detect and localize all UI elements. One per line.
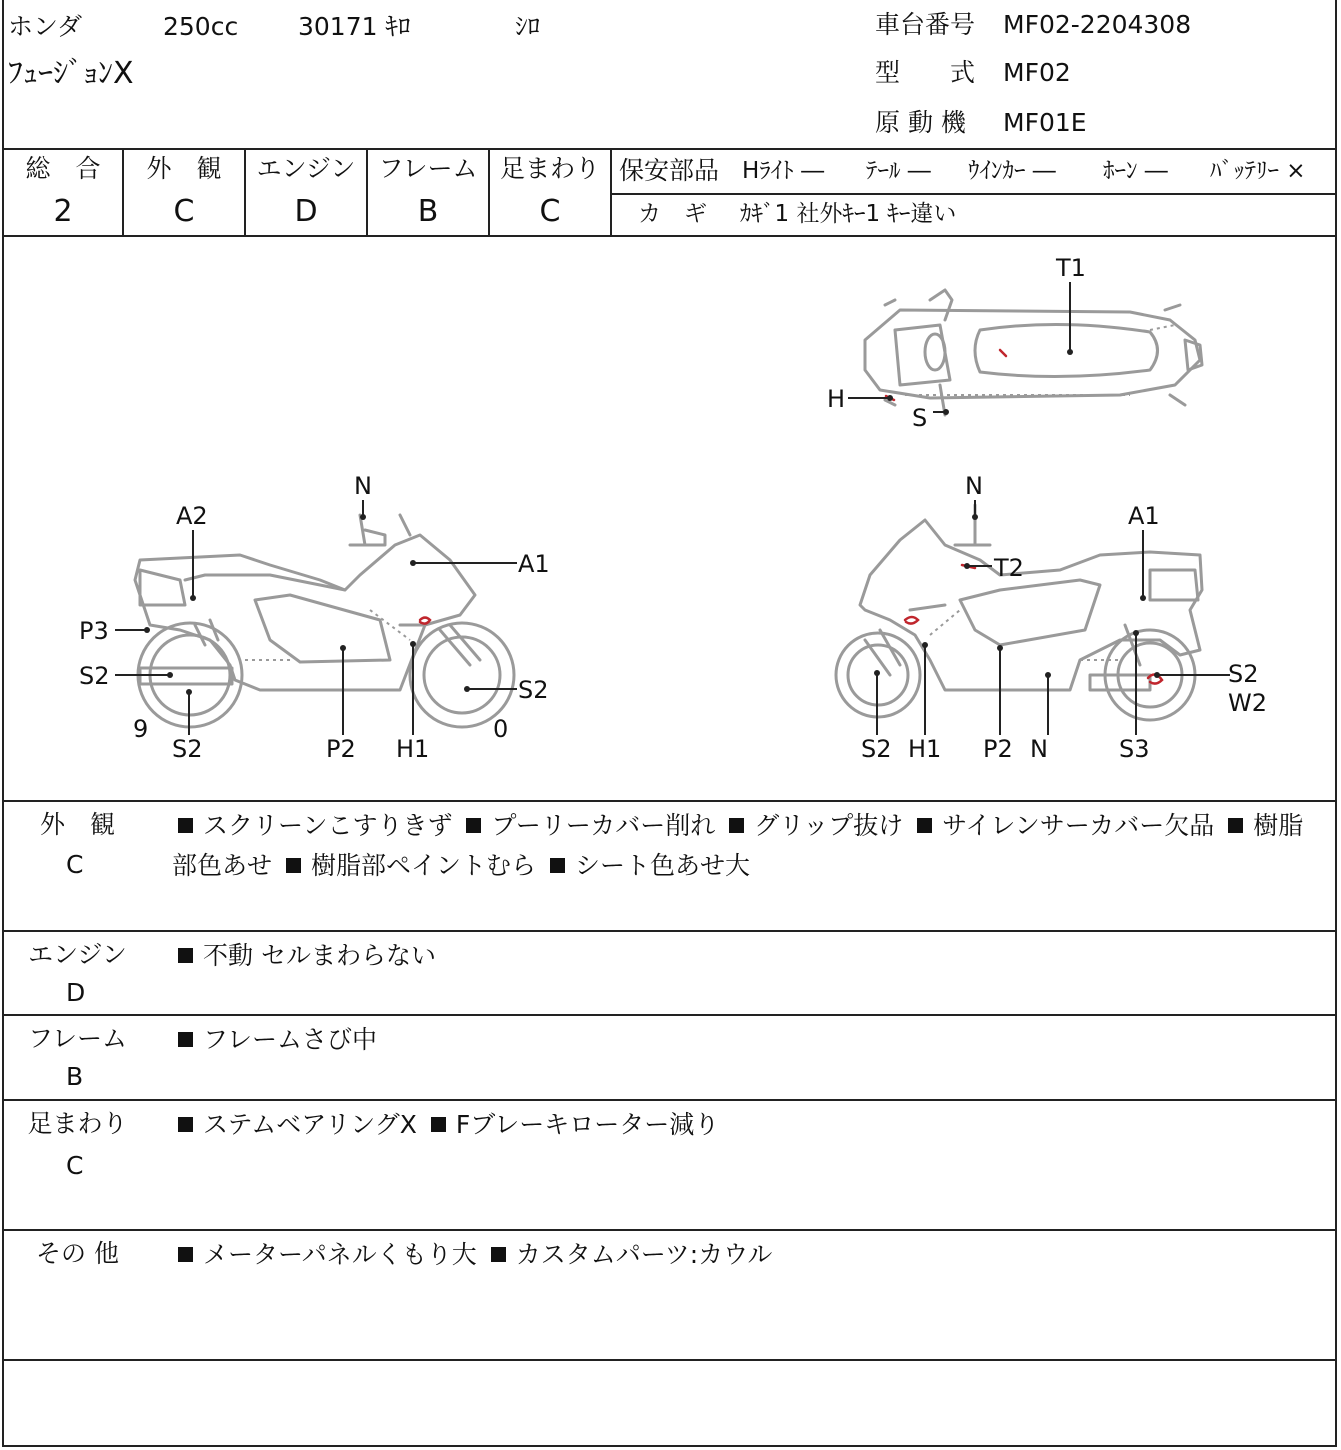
label-left-p3: P3	[79, 617, 109, 645]
key-label: カ ギ	[638, 201, 707, 227]
grade-engine-label: エンジン	[256, 154, 356, 183]
section-suspension-body	[172, 1105, 1322, 1145]
damage-mark	[420, 618, 430, 624]
safety-tail: ﾃｰﾙ ―	[866, 158, 931, 184]
bullet	[550, 858, 565, 873]
damage-mark	[1000, 350, 1006, 356]
comment-item: プーリーカバー削れ	[491, 811, 716, 840]
label-right-n-bottom: N	[1030, 735, 1048, 763]
divider	[2, 1014, 1337, 1016]
safety-battery: ﾊﾞｯﾃﾘｰ ×	[1210, 158, 1306, 184]
bike-top-view	[865, 290, 1202, 415]
section-exterior-body	[172, 806, 1322, 886]
section-frame-label: フレーム	[27, 1024, 127, 1053]
bike-left-view	[135, 515, 514, 727]
section-suspension-label: 足まわり	[27, 1109, 128, 1138]
comment-item: シート色あせ大	[574, 851, 750, 880]
label-left-a1: A1	[518, 550, 550, 578]
divider	[2, 1229, 1337, 1231]
label-left-n: N	[354, 472, 372, 500]
label-right-t2: T2	[994, 554, 1024, 582]
label-left-p2: P2	[326, 735, 356, 763]
type-value: MF02	[1003, 58, 1071, 87]
grade-exterior-label: 外 観	[146, 154, 222, 183]
label-right-h1: H1	[908, 735, 942, 763]
label-right-w2: W2	[1228, 689, 1267, 717]
label-right-n: N	[965, 472, 983, 500]
label-left-a2: A2	[176, 502, 208, 530]
label-left-h1: H1	[396, 735, 430, 763]
grade-suspension-label: 足まわり	[499, 154, 600, 183]
grade-overall-value: 2	[53, 194, 73, 229]
safety-winker: ｳｲﾝｶｰ ―	[968, 158, 1056, 184]
maker: ホンダ	[8, 12, 83, 41]
bullet	[286, 858, 301, 873]
divider	[2, 930, 1337, 932]
color: ｼﾛ	[515, 12, 541, 41]
comment-item: カスタムパーツ:カウル	[515, 1240, 773, 1269]
section-exterior-label: 外 観	[39, 810, 115, 839]
grade-frame-value: B	[417, 194, 439, 229]
model-name: ﾌｭｰｼﾞｮﾝX	[8, 56, 134, 91]
bullet	[1228, 818, 1243, 833]
bike-right-view	[836, 502, 1202, 720]
label-right-s2: S2	[1228, 660, 1259, 688]
divider	[2, 148, 1337, 150]
section-other-body	[172, 1235, 1322, 1275]
comment-item: 樹脂部色あせ	[172, 811, 1304, 880]
label-right-p2: P2	[983, 735, 1013, 763]
safety-label: 保安部品	[619, 156, 720, 185]
section-other-label: その 他	[36, 1239, 119, 1268]
comment-item: 不動 セルまわらない	[203, 941, 436, 970]
bullet	[491, 1247, 506, 1262]
divider	[2, 1099, 1337, 1101]
label-left-s2-rear: S2	[79, 662, 110, 690]
comment-item: グリップ抜け	[754, 811, 904, 840]
label-left-9: 9	[133, 715, 149, 743]
comment-item: スクリーンこすりきず	[203, 811, 453, 840]
divider	[612, 193, 1337, 195]
section-frame-grade: B	[66, 1062, 84, 1091]
divider	[2, 1359, 1337, 1361]
label-right-s3: S3	[1119, 735, 1150, 763]
bullet	[178, 1247, 193, 1262]
type-label: 型 式	[875, 58, 976, 87]
comment-item: サイレンサーカバー欠品	[942, 811, 1215, 840]
bullet	[178, 1032, 193, 1047]
comment-item: 樹脂部ペイントむら	[310, 851, 536, 880]
section-exterior-grade: C	[66, 850, 84, 879]
bullet	[178, 1117, 193, 1132]
label-left-s2-bottom: S2	[172, 735, 203, 763]
frame-no: MF02-2204308	[1003, 10, 1192, 39]
section-engine-body	[172, 936, 1322, 976]
bullet	[178, 948, 193, 963]
label-left-0: 0	[493, 715, 509, 743]
grade-suspension-value: C	[539, 194, 561, 229]
label-s: S	[912, 404, 928, 432]
displacement: 250cc	[163, 12, 239, 41]
label-h: H	[827, 385, 846, 413]
frame-no-label: 車台番号	[875, 10, 976, 39]
section-suspension-grade: C	[66, 1151, 84, 1180]
grade-overall-label: 総 合	[25, 154, 101, 183]
bullet	[917, 818, 932, 833]
grade-engine-value: D	[294, 194, 318, 229]
bullet	[729, 818, 744, 833]
comment-item: メーターパネルくもり大	[203, 1240, 477, 1269]
bullet	[431, 1117, 446, 1132]
label-left-s2-front: S2	[518, 676, 549, 704]
bullet	[178, 818, 193, 833]
bullet	[466, 818, 481, 833]
comment-item: フレームさび中	[203, 1025, 378, 1054]
comment-item: Fブレーキローター減り	[455, 1110, 720, 1139]
engine-value: MF01E	[1003, 108, 1087, 137]
label-right-s2-bottom: S2	[861, 735, 892, 763]
section-engine-grade: D	[66, 978, 86, 1007]
divider	[610, 148, 612, 236]
grade-frame-label: フレーム	[378, 154, 478, 183]
divider	[2, 800, 1337, 802]
section-frame-body	[172, 1020, 1322, 1060]
damage-mark	[905, 617, 918, 624]
key-value: ｶｷﾞ1 社外ｷｰ1 ｷｰ違い	[740, 201, 957, 227]
safety-headlight: Hﾗｲﾄ ―	[742, 158, 825, 184]
section-engine-label: エンジン	[28, 940, 127, 969]
label-t1: T1	[1056, 254, 1086, 282]
mileage: 30171 ｷﾛ	[298, 12, 411, 41]
comment-item: ステムベアリングX	[203, 1110, 417, 1139]
engine-label: 原 動 機	[875, 108, 966, 137]
grade-exterior-value: C	[173, 194, 195, 229]
label-right-a1: A1	[1128, 502, 1160, 530]
safety-horn: ﾎｰﾝ ―	[1103, 158, 1168, 184]
